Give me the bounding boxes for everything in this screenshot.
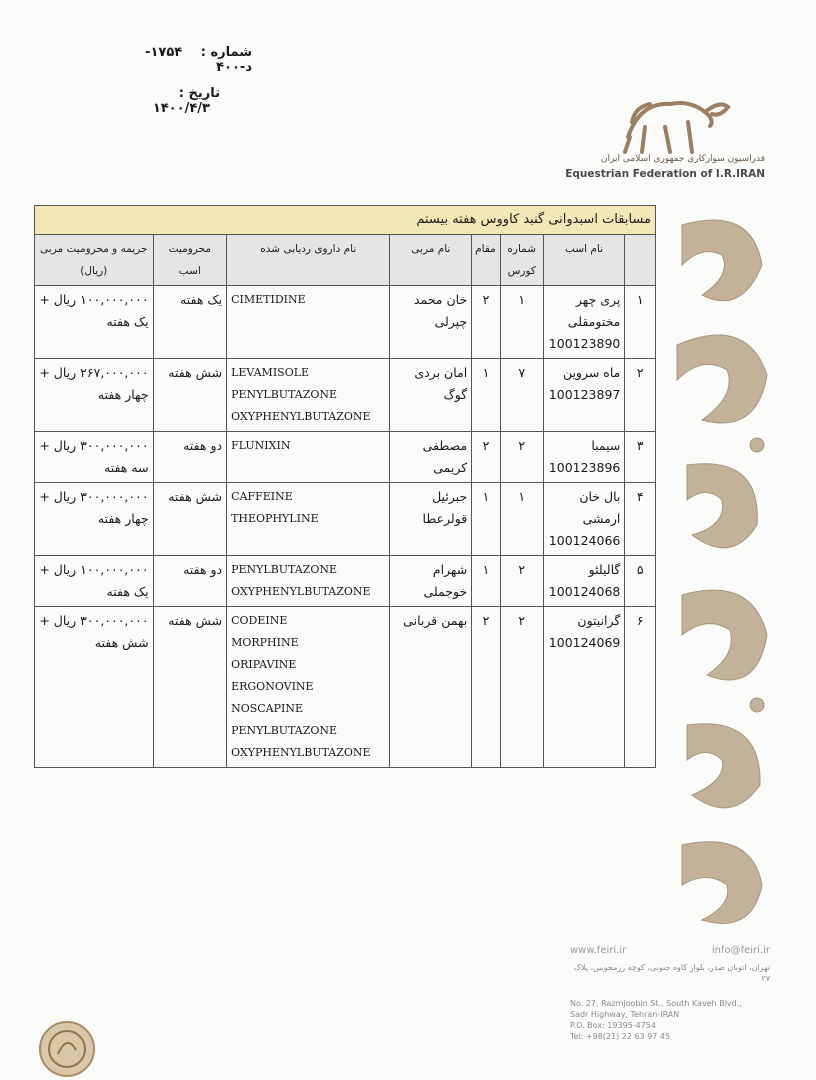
- horse-name: گرانیتون: [577, 613, 621, 628]
- cell-rank: ۱: [472, 483, 501, 556]
- cell-drug: [227, 556, 390, 607]
- telephone: Tel: +98(21) 22 63 97 45: [570, 1032, 671, 1041]
- horse-name: بال خان ارمشی: [579, 489, 621, 526]
- table-title-row: [35, 206, 656, 235]
- letter-date: [112, 86, 220, 116]
- drug-name: PENYLBUTAZONE: [231, 724, 338, 737]
- cell-fine: ۳۰۰,۰۰۰,۰۰۰ ریال + سه هفته: [35, 432, 154, 483]
- table-title: مسابقات اسبدوانی گنبد کاووس هفته بیستم: [35, 206, 656, 235]
- table-row: [35, 432, 656, 483]
- drug-name: THEOPHYLINE: [231, 512, 319, 525]
- federation-name-en: Equestrian Federation of I.R.IRAN: [565, 168, 765, 180]
- cell-course: ۱: [500, 286, 543, 359]
- address-fa: تهران، اتوبان صدر، بلوار کاوه جنوبی، کوچه رزمجویین، پلاک ۲۷: [573, 963, 770, 983]
- cell-index: ۴: [625, 483, 656, 556]
- cell-ban: شش هفته: [153, 359, 227, 432]
- drug-name: PENYLBUTAZONE: [231, 563, 338, 576]
- letter-number: [112, 45, 252, 75]
- cell-rank: ۱: [472, 359, 501, 432]
- drug-name: OXYPHENYLBUTAZONE: [231, 410, 371, 423]
- cell-horse: [543, 607, 625, 768]
- cell-ban: شش هفته: [153, 483, 227, 556]
- drug-name: CIMETIDINE: [231, 293, 306, 306]
- cell-trainer: مصطفی کریمی: [390, 432, 472, 483]
- cell-rank: ۲: [472, 607, 501, 768]
- drug-name: CAFFEINE: [231, 490, 293, 503]
- footer-contact: [570, 945, 770, 1042]
- cell-trainer: جبرئیل قولرعطا: [390, 483, 472, 556]
- cell-horse: [543, 556, 625, 607]
- table-row: [35, 359, 656, 432]
- cell-index: ۲: [625, 359, 656, 432]
- cell-fine: ۳۰۰,۰۰۰,۰۰۰ ریال + چهار هفته: [35, 483, 154, 556]
- col-rank: مقام: [472, 235, 501, 286]
- cell-drug: [227, 483, 390, 556]
- horse-logo-icon: [570, 82, 770, 182]
- cell-fine: ۳۰۰,۰۰۰,۰۰۰ ریال + شش هفته: [35, 607, 154, 768]
- cell-fine: ۱۰۰,۰۰۰,۰۰۰ ریال + یک هفته: [35, 556, 154, 607]
- table-body: [35, 286, 656, 768]
- ornament-border-icon: [662, 205, 780, 945]
- horse-name: پری چهر مختومقلی: [567, 292, 621, 329]
- col-index: [625, 235, 656, 286]
- col-horse: نام اسب: [543, 235, 625, 286]
- col-ban: محرومیت اسب: [153, 235, 227, 286]
- cell-drug: [227, 607, 390, 768]
- cell-horse: [543, 432, 625, 483]
- cell-ban: دو هفته: [153, 432, 227, 483]
- horse-id: 100124069: [548, 635, 621, 650]
- cell-trainer: خان محمد چپرلی: [390, 286, 472, 359]
- cell-rank: ۲: [472, 286, 501, 359]
- table-row: [35, 556, 656, 607]
- cell-ban: یک هفته: [153, 286, 227, 359]
- cell-trainer: بهمن قربانی: [390, 607, 472, 768]
- date-label: تاریخ :: [178, 86, 220, 101]
- cell-ban: شش هفته: [153, 607, 227, 768]
- table-row: [35, 607, 656, 768]
- horse-id: 100123897: [548, 387, 621, 402]
- cell-ban: دو هفته: [153, 556, 227, 607]
- cell-horse: [543, 483, 625, 556]
- cell-fine: ۲۶۷,۰۰۰,۰۰۰ ریال + چهار هفته: [35, 359, 154, 432]
- cell-horse: [543, 359, 625, 432]
- drug-name: ERGONOVINE: [231, 680, 314, 693]
- cell-course: ۲: [500, 556, 543, 607]
- address-en-1: No. 27, Razmjoobin St., South Kaveh Blvd.,: [570, 999, 742, 1008]
- cell-drug: [227, 359, 390, 432]
- cell-course: ۱: [500, 483, 543, 556]
- address-en-2: Sadr Highway, Tehran-IRAN: [570, 1010, 680, 1019]
- horse-id: 100123890: [548, 336, 621, 351]
- drug-name: PENYLBUTAZONE: [231, 388, 338, 401]
- drug-name: OXYPHENYLBUTAZONE: [231, 746, 371, 759]
- horse-name: سیمبا: [591, 438, 621, 453]
- horse-name: ماه سروین: [562, 365, 621, 380]
- horse-id: 100124066: [548, 533, 621, 548]
- cell-drug: [227, 286, 390, 359]
- drug-name: OXYPHENYLBUTAZONE: [231, 585, 371, 598]
- cell-trainer: شهرام خوجملی: [390, 556, 472, 607]
- cell-drug: [227, 432, 390, 483]
- col-fine: جریمه و محرومیت مربی (ریال): [35, 235, 154, 286]
- table-row: [35, 286, 656, 359]
- cell-index: ۱: [625, 286, 656, 359]
- footer-web: [570, 945, 770, 956]
- drug-name: LEVAMISOLE: [231, 366, 310, 379]
- cell-rank: ۲: [472, 432, 501, 483]
- col-drug: نام داروی ردیابی شده: [227, 235, 390, 286]
- cell-course: ۲: [500, 607, 543, 768]
- website-link[interactable]: www.feiri.ir: [570, 945, 627, 956]
- cell-course: ۲: [500, 432, 543, 483]
- number-value: ۱۷۵۴-د-۴۰۰: [145, 45, 252, 75]
- cell-rank: ۱: [472, 556, 501, 607]
- horse-name: گالیلئو: [588, 562, 621, 577]
- drug-name: ORIPAVINE: [231, 658, 297, 671]
- seal-icon: [38, 1020, 96, 1078]
- cell-horse: [543, 286, 625, 359]
- number-label: شماره :: [200, 45, 252, 60]
- pobox: P.O. Box: 19395-4754: [570, 1021, 656, 1030]
- doping-results-table: [34, 205, 656, 768]
- table-row: [35, 483, 656, 556]
- horse-id: 100123896: [548, 460, 621, 475]
- drug-name: NOSCAPINE: [231, 702, 304, 715]
- federation-name-fa: فدراسیون سوارکاری جمهوری اسلامی ایران: [600, 154, 765, 164]
- drug-name: FLUNIXIN: [231, 439, 291, 452]
- col-trainer: نام مربی: [390, 235, 472, 286]
- drug-name: MORPHINE: [231, 636, 299, 649]
- drug-name: CODEINE: [231, 614, 288, 627]
- cell-index: ۵: [625, 556, 656, 607]
- cell-fine: ۱۰۰,۰۰۰,۰۰۰ ریال + یک هفته: [35, 286, 154, 359]
- cell-course: ۷: [500, 359, 543, 432]
- date-value: ۱۴۰۰/۴/۳: [152, 101, 210, 116]
- cell-index: ۶: [625, 607, 656, 768]
- horse-id: 100124068: [548, 584, 621, 599]
- table-header-row: [35, 235, 656, 286]
- col-course: شماره کورس: [500, 235, 543, 286]
- cell-trainer: امان بردی گوگ: [390, 359, 472, 432]
- email-link[interactable]: info@feiri.ir: [711, 945, 770, 956]
- cell-index: ۳: [625, 432, 656, 483]
